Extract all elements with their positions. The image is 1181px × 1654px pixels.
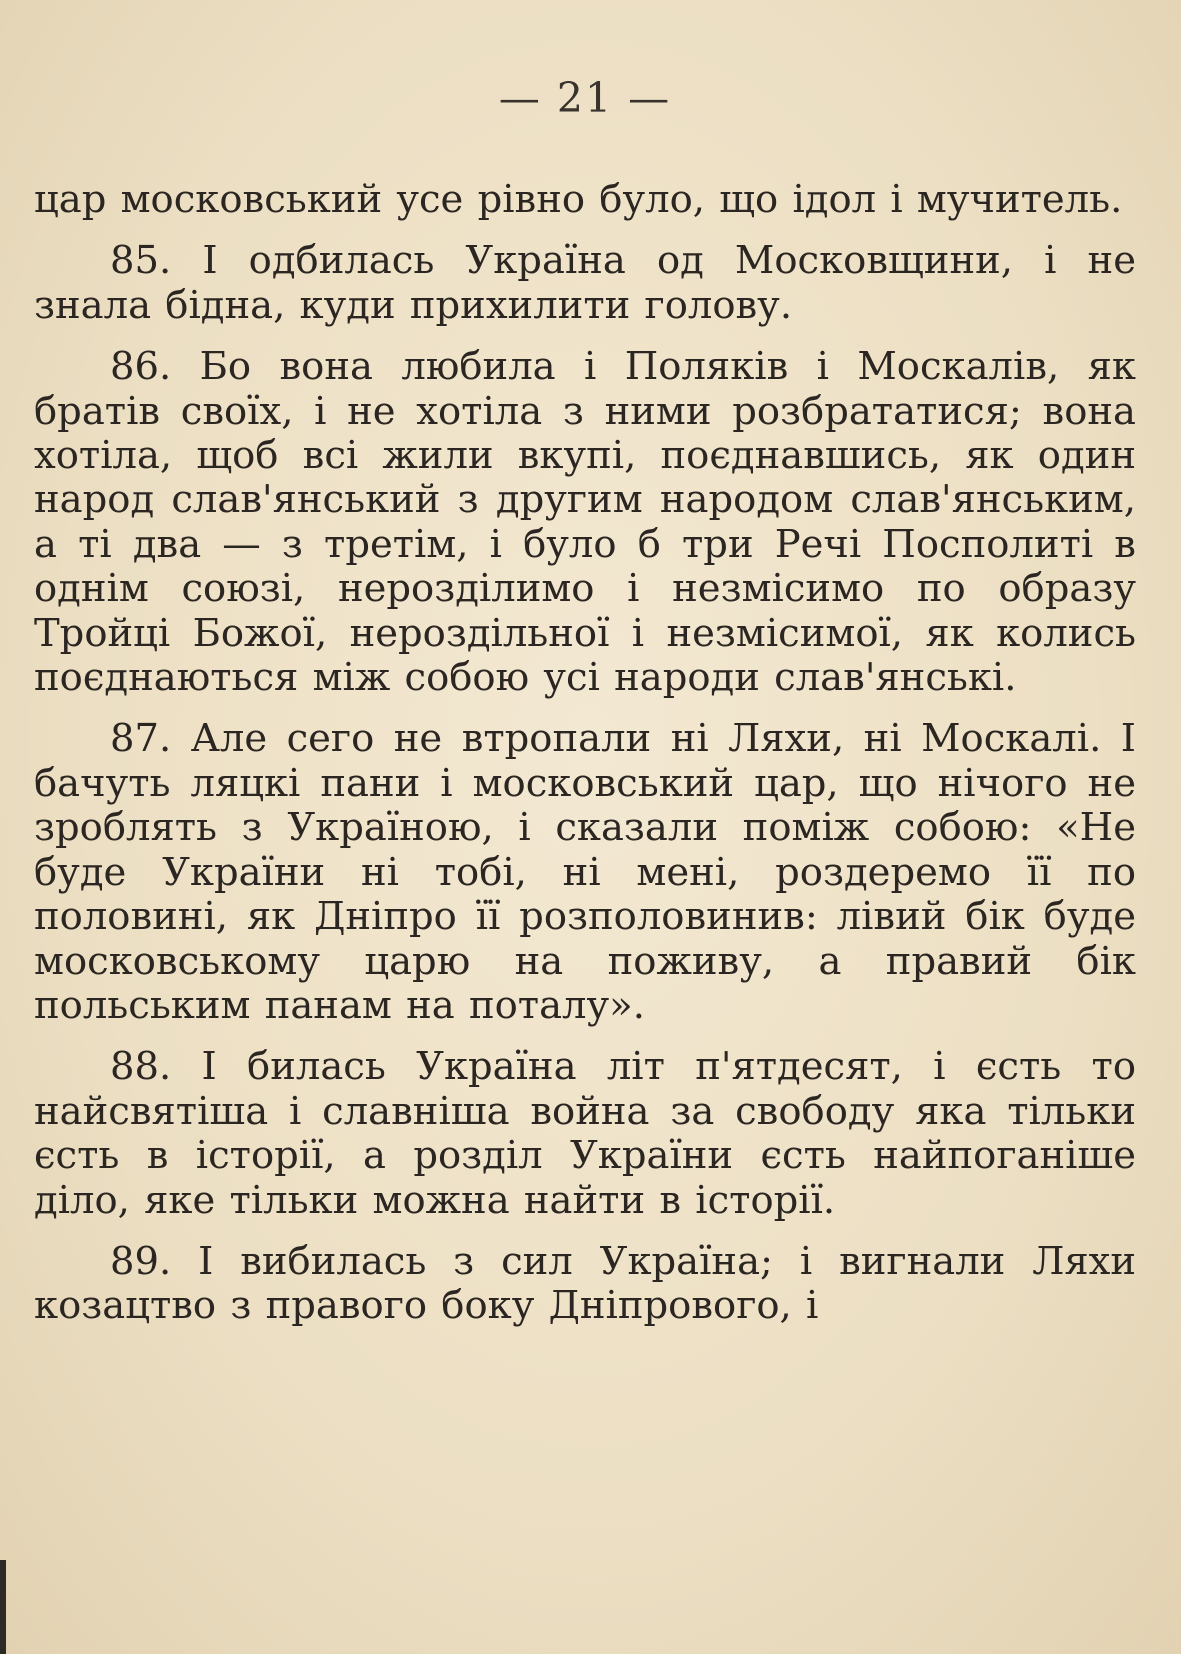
paragraph-88: 88. І билась Україна літ п'ятдесят, і єсть то найсвятіша і славніша война за свободу яка тільки єсть в історії, а розділ України єсть найпоганіше діло, яке тільки можна найти в історії. [34,1044,1136,1223]
book-page [34,0,1136,1654]
binding-edge-shadow [0,1560,6,1654]
page-number: — 21 — [498,74,672,122]
paragraph-continuation: цар московський усе рівно було, що ідол і мучитель. [34,177,1123,222]
paragraph-85: 85. І одбилась Україна од Московщини, і не знала бідна, куди прихилити голову. [34,238,1136,328]
paragraph-87: 87. Але сего не втропали ні Ляхи, ні Москалі. І бачуть ляцкі пани і московський цар, що нічого не зроблять з Україною, і сказали поміж собою: «Не буде України ні тобі, ні мені, роздеремо її по половині, як Дніпро її розполовинив: лівий бік буде московському царю на поживу, а правий бік польським панам на поталу». [34,716,1136,1028]
paragraph-86: 86. Бо вона любила і Поляків і Москалів, як братів своїх, і не хотіла з ними розбрататися; вона хотіла, щоб всі жили вкупі, поєднавшись, як один народ слав'янський з другим народом слав'янським, а ті два — з третім, і було б три Речі Посполиті в однім союзі, нерозділимо і незмісимо по образу Тройці Божої, нероздільної і незмісимої, як колись поєднаються між собою усі народи слав'янські. [34,344,1136,701]
body-text [34,178,1136,1346]
paragraph-89: 89. І вибилась з сил Україна; і вигнали Ляхи козацтво з правого боку Дніпрового, і [34,1238,1136,1329]
